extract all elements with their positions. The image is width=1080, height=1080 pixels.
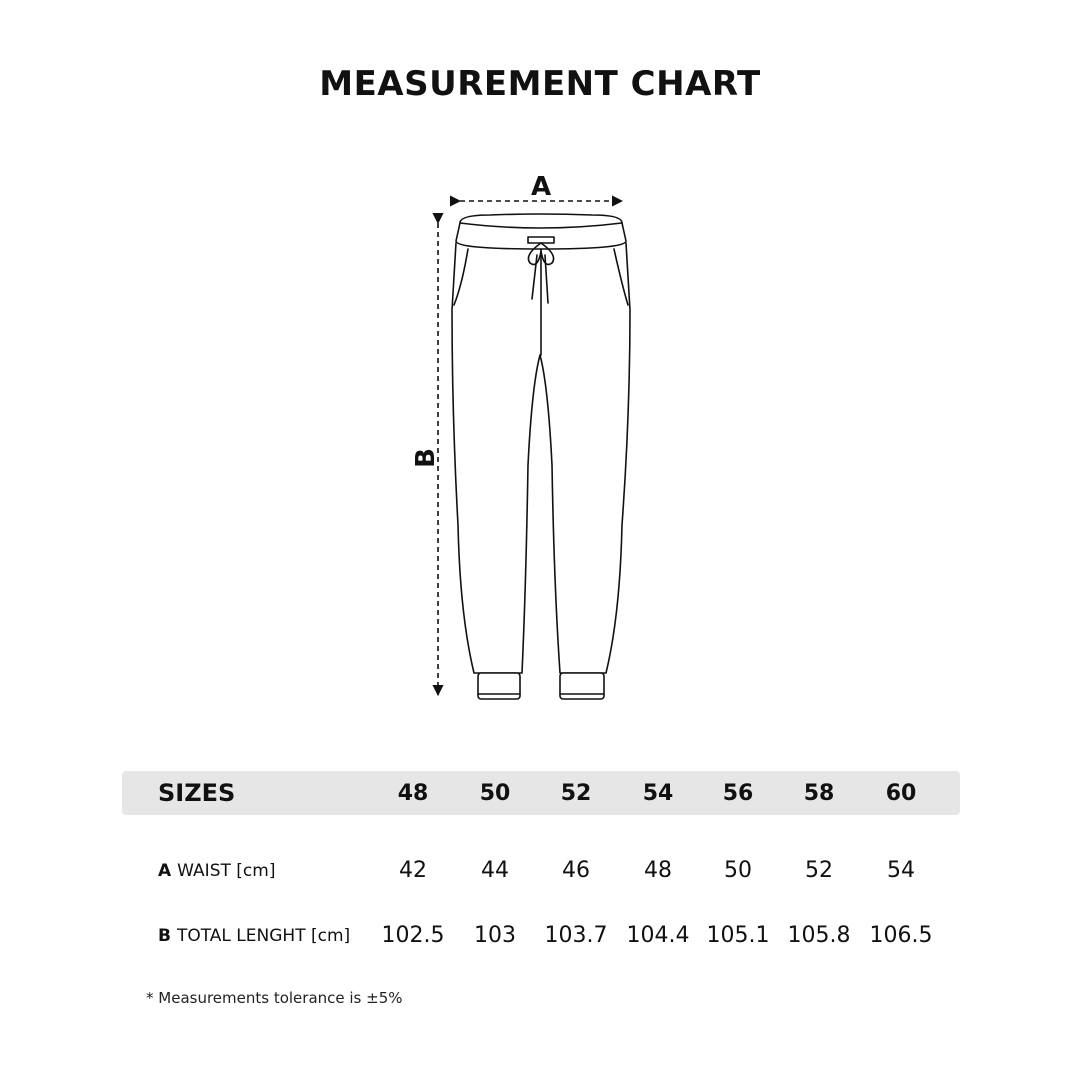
length-text: TOTAL LENGHT [cm] [176, 925, 351, 946]
table-cell: 102.5 [381, 923, 445, 948]
size-58: 58 [803, 780, 835, 806]
size-54: 54 [642, 780, 674, 806]
table-cell: 106.5 [869, 923, 933, 948]
length-key: B [158, 925, 171, 946]
size-50: 50 [479, 780, 511, 806]
table-cell: 104.4 [626, 923, 690, 948]
waist-text: WAIST [cm] [177, 860, 276, 881]
size-table [122, 771, 960, 968]
table-cell: 105.1 [706, 923, 770, 948]
table-cell: 103.7 [544, 923, 608, 948]
size-48: 48 [397, 780, 429, 806]
table-cell: 105.8 [787, 923, 851, 948]
table-row-total-length [122, 903, 960, 968]
waist-key: A [158, 860, 172, 881]
dimension-a-label: A [530, 172, 552, 202]
table-cell: 54 [887, 858, 915, 883]
table-cell: 42 [399, 858, 427, 883]
sizes-header-label: SIZES [158, 779, 236, 807]
size-56: 56 [722, 780, 754, 806]
table-cell: 48 [644, 858, 672, 883]
table-row-waist [122, 838, 960, 903]
table-cell: 103 [474, 923, 516, 948]
table-cell: 46 [562, 858, 590, 883]
page-title: MEASUREMENT CHART [319, 64, 761, 104]
table-cell: 52 [805, 858, 833, 883]
pants-outline-icon [400, 165, 660, 710]
tolerance-note: * Measurements tolerance is ±5% [146, 989, 403, 1007]
size-header-row [122, 771, 960, 815]
table-cell: 50 [724, 858, 752, 883]
pants-diagram [400, 165, 660, 710]
size-52: 52 [560, 780, 592, 806]
table-cell: 44 [481, 858, 509, 883]
dimension-b-label: B [411, 448, 441, 468]
size-60: 60 [885, 780, 917, 806]
